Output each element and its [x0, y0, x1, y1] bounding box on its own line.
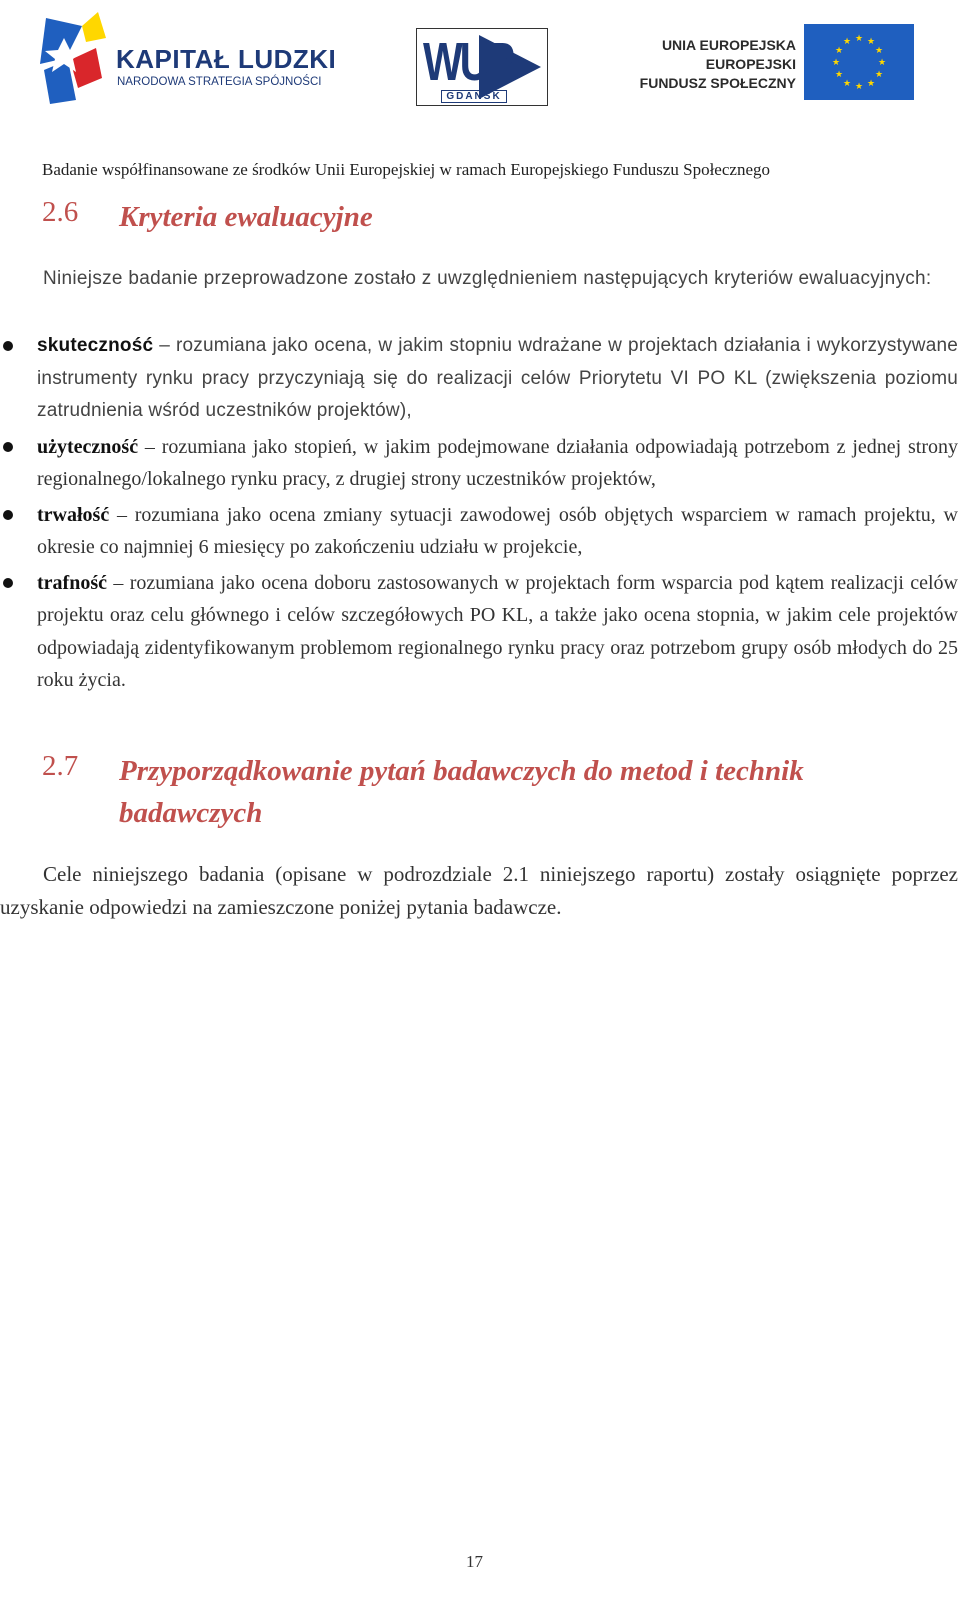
section-2-6-number: 2.6	[42, 196, 79, 228]
svg-text:★: ★	[874, 70, 884, 80]
section-2-6-title: Kryteria ewaluacyjne	[119, 201, 373, 233]
criterion-term: użyteczność	[37, 435, 139, 458]
svg-text:★: ★	[866, 79, 876, 89]
criteria-list	[0, 330, 958, 700]
bullet-icon	[3, 578, 13, 588]
criterion-term: skuteczność	[37, 335, 154, 356]
eu-line-1: UNIA EUROPEJSKA	[661, 37, 796, 53]
logo-bar	[0, 0, 960, 115]
criterion-relevance	[0, 567, 958, 697]
bullet-icon	[3, 341, 13, 351]
criterion-description: – rozumiana jako ocena zmiany sytuacji zawodowej osób objętych wsparciem w ramach projektu, w okresie co najmniej 6 miesięcy po zakończeniu udziału w projekcie,	[37, 503, 958, 558]
svg-text:★: ★	[866, 37, 876, 47]
section-2-7-text: Cele niniejszego badania (opisane w podrozdziale 2.1 niniejszego raportu) zostały osiągnięte poprzez uzyskanie odpowiedzi na zamieszczone poniżej pytania badawcze.	[0, 862, 958, 919]
funding-header-text: Badanie współfinansowane ze środków Unii Europejskiej w ramach Europejskiego Funduszu Społecznego	[42, 160, 770, 179]
page-number: 17	[466, 1552, 483, 1571]
svg-text:★: ★	[854, 82, 864, 92]
criterion-description: – rozumiana jako ocena doboru zastosowanych w projektach form wsparcia pod kątem realizacji celów projektu oraz celu głównego i celów szczegółowych PO KL, a także jako ocena stopnia, w jakim cele projektów odpowiadają zidentyfikowanym problemom regionalnego rynku pracy oraz potrzebom grupy osób młodych do 25 roku życia.	[37, 571, 958, 691]
eu-flag-icon	[804, 24, 914, 100]
criterion-usefulness	[0, 431, 958, 496]
bullet-icon	[3, 442, 13, 452]
kapital-ludzki-subtitle: NARODOWA STRATEGIA SPÓJNOŚCI	[117, 76, 322, 88]
wup-subtitle: GDAŃSK	[441, 90, 507, 103]
wup-title: WUP	[423, 32, 512, 92]
criterion-term: trwałość	[37, 503, 110, 526]
svg-text:★: ★	[842, 79, 852, 89]
svg-text:★: ★	[831, 58, 841, 68]
section-2-7-number: 2.7	[42, 750, 79, 782]
criterion-term: trafność	[37, 571, 107, 594]
kapital-ludzki-logo	[36, 8, 346, 108]
eu-fund-text	[628, 36, 796, 93]
criterion-description: – rozumiana jako ocena, w jakim stopniu wdrażane w projektach działania i wykorzystywane instrumenty rynku pracy przyczyniają się do realizacji celów Priorytetu VI PO KL (zwiększenia poziomu zatrudnienia wśród uczestników projektów),	[37, 335, 958, 421]
criterion-description: – rozumiana jako stopień, w jakim podejmowane działania odpowiadają potrzebom z jednej strony regionalnego/lokalnego rynku pracy, z drugiej strony uczestników projektów,	[37, 435, 958, 490]
kapital-ludzki-title: KAPITAŁ LUDZKI	[116, 44, 337, 74]
bullet-icon	[3, 510, 13, 520]
svg-text:★: ★	[834, 70, 844, 80]
eu-line-3: FUNDUSZ SPOŁECZNY	[639, 75, 796, 91]
svg-text:★: ★	[854, 34, 864, 44]
svg-text:★: ★	[834, 46, 844, 56]
svg-text:★: ★	[874, 46, 884, 56]
svg-text:★: ★	[877, 58, 887, 68]
svg-text:★: ★	[842, 37, 852, 47]
eu-line-2: EUROPEJSKI	[705, 56, 796, 72]
criterion-durability	[0, 499, 958, 564]
wup-logo	[416, 28, 548, 106]
section-2-7-title: Przyporządkowanie pytań badawczych do metod i technik badawczych	[119, 755, 804, 829]
section-2-6-intro: Niniejsze badanie przeprowadzone zostało z uwzględnieniem następujących kryteriów ewaluacyjnych:	[43, 268, 932, 289]
kapital-ludzki-star-icon	[36, 8, 108, 108]
criterion-effectiveness	[0, 330, 958, 428]
